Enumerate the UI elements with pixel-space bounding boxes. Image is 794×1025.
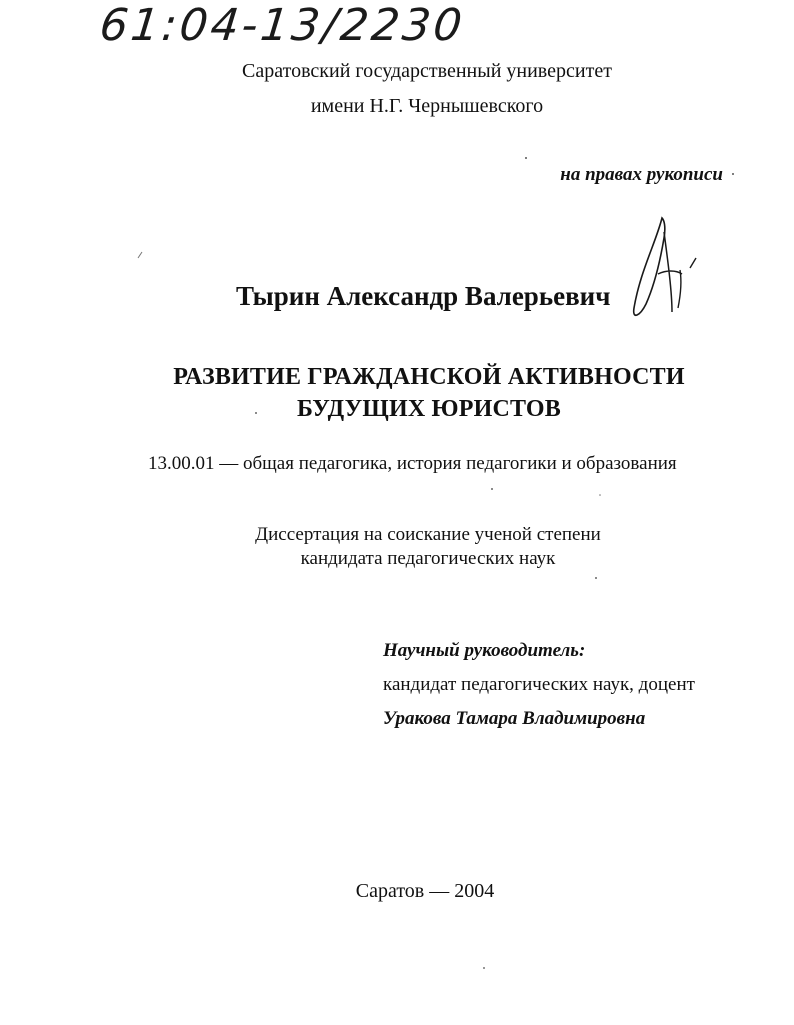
manuscript-note: на правах рукописи bbox=[560, 164, 723, 185]
university-name-line1: Саратовский государственный университет bbox=[242, 60, 612, 82]
degree-statement-line2: кандидата педагогических наук bbox=[300, 548, 556, 569]
supervisor-degree: кандидат педагогических наук, доцент bbox=[383, 674, 695, 695]
author-name: Тырин Александр Валерьевич bbox=[236, 281, 611, 311]
degree-statement-line1: Диссертация на соискание ученой степени bbox=[255, 524, 601, 545]
university-name-line2: имени Н.Г. Чернышевского bbox=[310, 95, 544, 117]
specialty-code: 13.00.01 — общая педагогика, история педагогики и образования bbox=[148, 453, 677, 474]
signature-mark bbox=[620, 212, 700, 332]
city-year: Саратов — 2004 bbox=[355, 880, 495, 902]
thesis-title-line1: РАЗВИТИЕ ГРАЖДАНСКОЙ АКТИВНОСТИ bbox=[173, 364, 685, 390]
supervisor-heading: Научный руководитель: bbox=[383, 640, 586, 661]
supervisor-name: Уракова Тамара Владимировна bbox=[383, 708, 646, 729]
archive-code-handwritten: 61:04-13/2230 bbox=[97, 0, 468, 51]
thesis-title-line2: БУДУЩИХ ЮРИСТОВ bbox=[296, 396, 562, 422]
